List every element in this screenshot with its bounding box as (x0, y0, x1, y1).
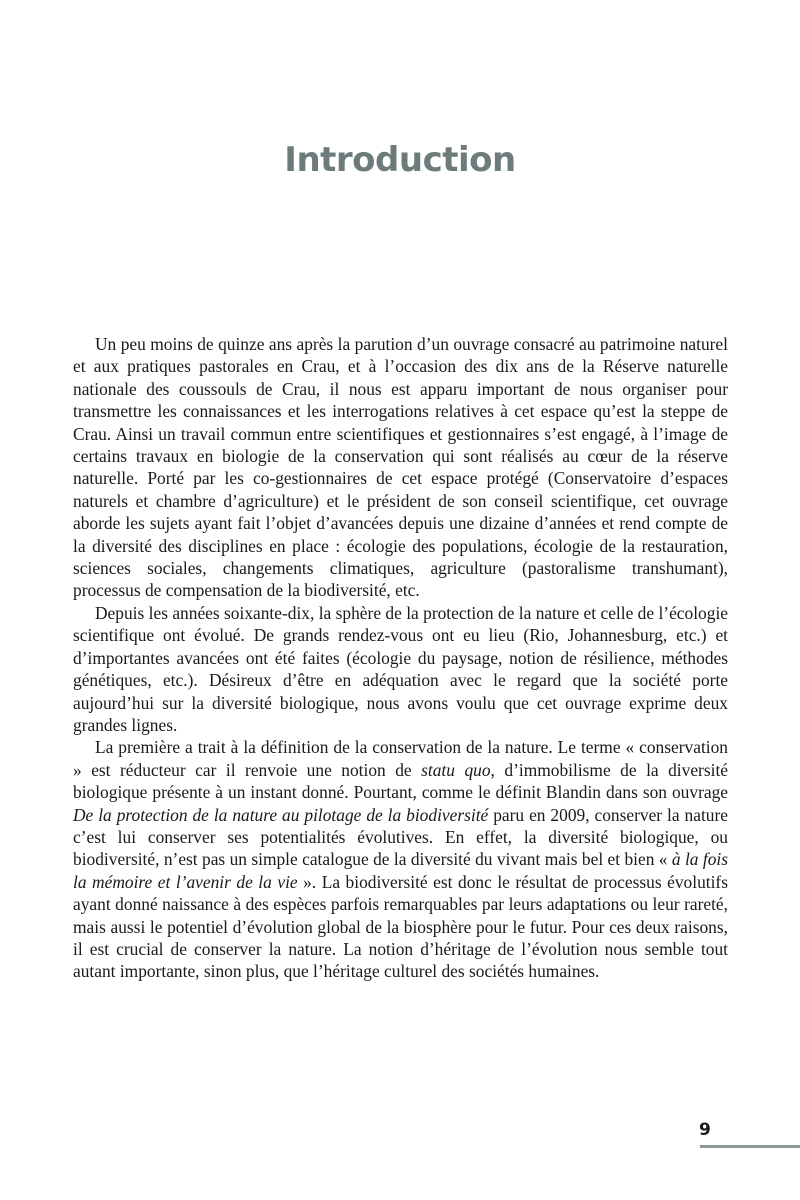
body-text (73, 333, 728, 983)
italic-term-statu-quo: statu quo (421, 759, 491, 780)
paragraph (73, 333, 728, 602)
text-segment: paru en 2009, conserver la nature c’est lui conserver ses potentialités évolutives. En effet, la diversité biologique, ou biodiversité, n’est pas un simple catalogue de la diversité du vivant mais bel et bien « (73, 804, 728, 870)
italic-book-title: De la protection de la nature au pilotage de la biodiversité (73, 804, 489, 825)
paragraph (73, 736, 728, 982)
page-number: 9 (699, 1120, 711, 1140)
text-segment: , d’immobilisme de la diversité biologique présente à un instant donné. Pourtant, comme le définit Blandin dans son ouvrage (73, 759, 728, 803)
text-segment: La première a trait à la définition de la conservation de la nature. Le terme « conservation » est réducteur car il renvoie une notion de (73, 737, 728, 780)
italic-quote: à la fois la mémoire et l’avenir de la vie (73, 849, 728, 892)
text-segment: Un peu moins de quinze ans après la parution d’un ouvrage consacré au patrimoine naturel et aux pratiques pastorales en Crau, et à l’occasion des dix ans de la Réserve naturelle nationale des coussouls de Crau, il nous est apparu important de nous organiser pour transmettre les connaissances et les interrogations relatives à cet espace qu’est la steppe de Crau. Ainsi un travail commun entre scientifiques et gestionnaires s’est engagé, à l’image de certains travaux en biologie de la conservation qui sont réalisés au cœur de la réserve naturelle. Porté par les co-gestionnaires de cet espace protégé (Conservatoire d’espaces naturels et chambre d’agriculture) et le président de son conseil scientifique, cet ouvrage aborde les sujets ayant fait l’objet d’avancées depuis une dizaine d’années et rend compte de la diversité des disciplines en place : écologie des populations, écologie de la restauration, sciences sociales, changements climatiques, agriculture (pastoralisme transhumant), processus de compensation de la biodiversité, etc. (73, 334, 728, 601)
text-segment: Depuis les années soixante-dix, la sphère de la protection de la nature et celle de l’écologie scientifique ont évolué. De grands rendez-vous ont eu lieu (Rio, Johannesburg, etc.) et d’importantes avancées ont été faites (écologie du paysage, notion de résilience, méthodes génétiques, etc.). Désireux d’être en adéquation avec le regard que la société porte aujourd’hui sur la diversité biologique, nous avons voulu que cet ouvrage exprime deux grandes lignes. (73, 602, 728, 735)
text-segment: ». La biodiversité est donc le résultat de processus évolutifs ayant donné naissance à des espèces parfois remarquables par leurs adaptations ou leur rareté, mais aussi le potentiel d’évolution global de la biosphère pour le futur. Pour ces deux raisons, il est crucial de conserver la nature. La notion d’héritage de l’évolution nous semble tout autant importante, sinon plus, que l’héritage culturel des sociétés humaines. (73, 871, 728, 982)
paragraph (73, 602, 728, 736)
page-number-rule (700, 1145, 800, 1148)
chapter-title: Introduction (284, 140, 516, 180)
